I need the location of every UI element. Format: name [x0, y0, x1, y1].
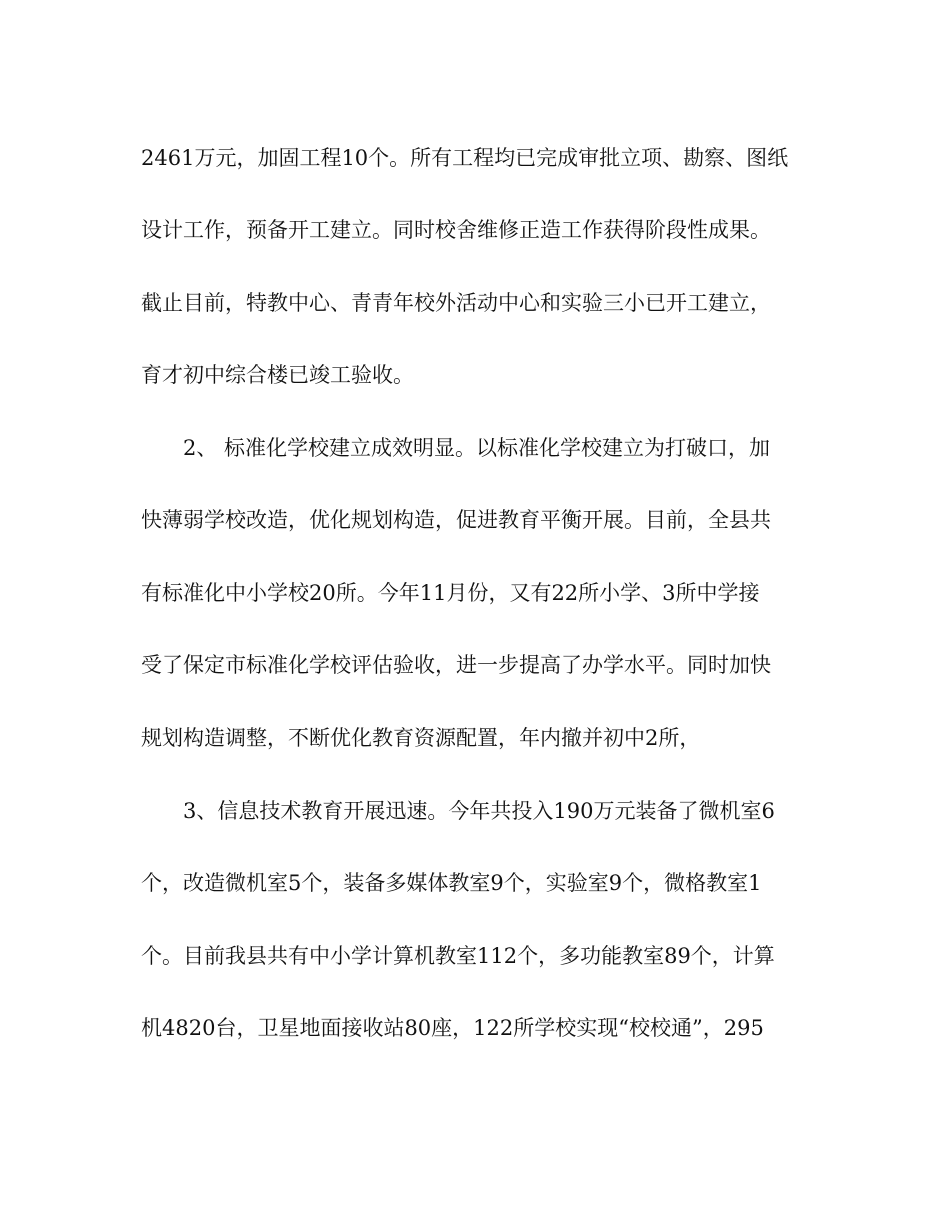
- text-line-13: 机4820台，卫星地面接收站80座，122所学校实现“校校通”，295: [141, 1016, 764, 1040]
- text-line-8: 受了保定市标准化学校评估验收，进一步提高了办学水平。同时加快: [141, 653, 771, 677]
- text-line-1: 2461万元，加固工程10个。所有工程均已完成审批立项、勘察、图纸: [141, 146, 789, 170]
- text-line-9: 规划构造调整，不断优化教育资源配置，年内撤并初中2所，: [141, 726, 701, 750]
- text-line-11: 个，改造微机室5个，装备多媒体教室9个，实验室9个，微格教室1: [141, 871, 762, 895]
- text-line-2: 设计工作，预备开工建立。同时校舍维修正造工作获得阶段性成果。: [141, 218, 771, 242]
- text-line-10: 3、信息技术教育开展迅速。今年共投入190万元装备了微机室6: [183, 799, 775, 823]
- text-line-7: 有标准化中小学校20所。今年11月份，又有22所小学、3所中学接: [141, 581, 760, 605]
- text-line-3: 截止目前，特教中心、青青年校外活动中心和实验三小已开工建立，: [141, 291, 771, 315]
- text-line-12: 个。目前我县共有中小学计算机教室112个，多功能教室89个，计算: [141, 944, 775, 968]
- text-line-4: 育才初中综合楼已竣工验收。: [141, 363, 414, 387]
- text-line-5: 2、 标准化学校建立成效明显。以标准化学校建立为打破口，加: [183, 436, 771, 460]
- text-line-6: 快薄弱学校改造，优化规划构造，促进教育平衡开展。目前，全县共: [141, 508, 771, 532]
